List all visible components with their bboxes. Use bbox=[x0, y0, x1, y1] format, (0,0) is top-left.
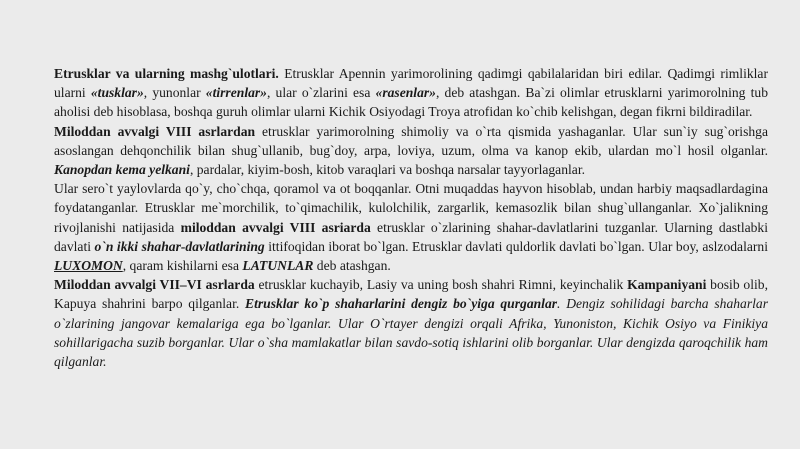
text-run: , yunonlar bbox=[143, 85, 206, 101]
text-run: , deb atashgan. Ba`zi olimlar etrusklarni yarimorolning tub aholisi deb hisoblasa, boshqa guruh olimlar ularni Kichik Osiyodagi Troya atrofidan ko`chib kelishgan, degan fikrni bildiradilar. bbox=[54, 85, 768, 120]
text-run: LATUNLAR bbox=[242, 258, 314, 274]
text-run: Etrusklar Apennin yarimorolining qadimgi qabilalaridan biri edilar. Qadimgi rimliklar ularni bbox=[54, 66, 768, 101]
text-run: LUXOMON bbox=[54, 258, 123, 274]
text-run: Etrusklar va ularning mashg`ulotlari. bbox=[54, 66, 279, 81]
text-run: Kampaniyani bbox=[627, 277, 707, 293]
text-run: o`n ikki shahar-davlatlarining bbox=[94, 238, 265, 254]
paragraph bbox=[54, 64, 768, 122]
text-run: , qaram kishilarni esa bbox=[122, 258, 243, 274]
text-run: ittifoqidan iborat bo`lgan. Etrusklar davlati quldorlik davlati bo`lgan. Ular boy, aslzodalarni bbox=[264, 238, 768, 254]
text-run: Ular sero`t yaylovlarda qo`y, cho`chqa, qoramol va ot boqqanlar. Otni muqaddas hayvon hisoblab, undan harbiy maqsadlardagina foydatanganlar. Etrusklar me`morchilik, to`qimachilik, kulolchilik, zargarlik, kemasozlik bilan shug`ullanganlar. Xo`jalikning rivojlanishi natijasida bbox=[54, 181, 768, 235]
paragraph bbox=[54, 122, 768, 180]
text-run: «tusklar» bbox=[90, 85, 144, 101]
text-run: , ular o`zlarini esa bbox=[266, 85, 376, 101]
paragraph bbox=[54, 275, 768, 371]
text-run: miloddan avvalgi VIII asriarda bbox=[180, 219, 371, 235]
text-run: «rasenlar» bbox=[375, 85, 436, 101]
text-run: «tirrenlar» bbox=[205, 85, 267, 101]
text-run: etrusklar o`zlarining shahar-davlatlarini tuzganlar. Ularning dastlabki davlati bbox=[54, 219, 769, 254]
text-run: Etrusklar ko`p shaharlarini dengiz bo`yiga qurganlar bbox=[245, 296, 558, 312]
text-body bbox=[54, 64, 768, 371]
paragraph bbox=[54, 179, 768, 275]
text-run: bosib olib, Kapuya shahrini barpo qilganlar. bbox=[54, 277, 768, 312]
text-run: Miloddan avvalgi VII–VI asrlarda bbox=[54, 277, 255, 293]
text-run: Miloddan avvalgi VIII asrlardan bbox=[54, 123, 256, 139]
text-run: etrusklar kuchayib, Lasiy va uning bosh shahri Rimni, keyinchalik bbox=[254, 277, 628, 293]
text-run: . Dengiz sohilidagi barcha shaharlar o`zlarining jangovar kemalariga ega bo`lganlar. Ular O`rtayer dengizi orqali Afrika, Yunoniston, Kichik Osiyo va Finikiya sohillarigacha suzib borganlar. Ular o`sha mamlakatlar bilan savdo-sotiq ishlarini olib borganlar. Ular dengizda qaroqchilik ham qilganlar. bbox=[54, 296, 768, 370]
text-run: Kanopdan kema yelkani bbox=[54, 162, 190, 178]
text-run: deb atashgan. bbox=[313, 258, 391, 274]
text-run: , pardalar, kiyim-bosh, kitob varaqlari va boshqa narsalar tayyorlaganlar. bbox=[189, 162, 586, 178]
text-run: etrusklar yarimorolning shimoliy va o`rta qismida yashaganlar. Ular sun`iy sug`orishga asoslangan dehqonchilik bilan shug`ullanib, bug`doy, arpa, loviya, uzum, olma va kanop ekib, ulardan mo`l hosil olganlar. bbox=[54, 123, 768, 158]
